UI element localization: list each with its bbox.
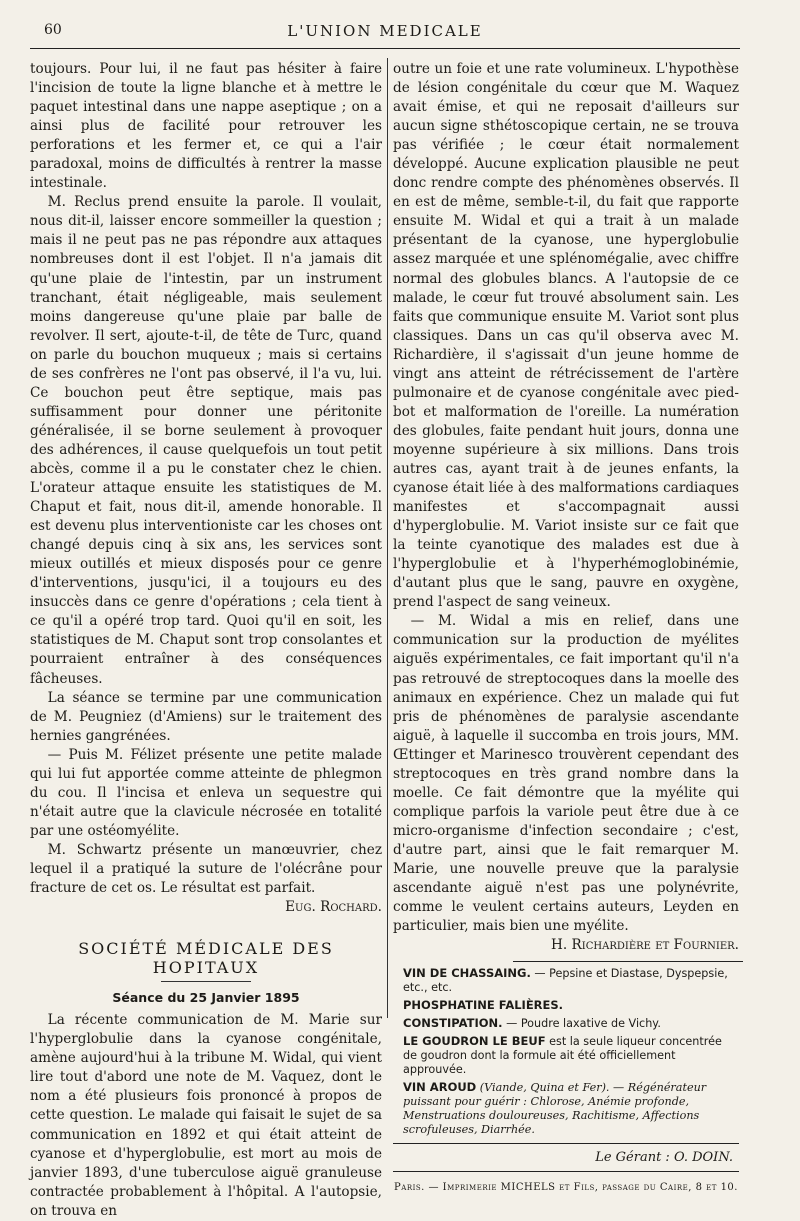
page-number: 60 bbox=[44, 22, 62, 38]
left-paragraph-4: — Puis M. Félizet présente une petite malade qui lui fut apportée comme atteinte de phlegmon du cou. Il l'incisa et enleva un sequestre qui n'était autre que la clavicule nécrosée en totalité par une ostéomyélite. bbox=[30, 746, 382, 839]
ad-constipation: CONSTIPATION. — Poudre laxative de Vichy. bbox=[403, 1016, 661, 1031]
left-paragraph-5: M. Schwartz présente un manœuvrier, chez lequel il a pratiqué la suture de l'olécrâne pour fracture de cet os. Le résultat est parfait. bbox=[30, 841, 382, 897]
header-rule bbox=[30, 48, 740, 49]
left-paragraph-3: La séance se termine par une communication de M. Peugniez (d'Amiens) sur le traitement des hernies gangrénées. bbox=[30, 689, 382, 744]
ad-vin-chassaing: VIN DE CHASSAING. — Pepsine et Diastase, Dyspepsie, etc., etc. bbox=[403, 966, 728, 995]
footer-rule-2 bbox=[393, 1171, 739, 1172]
gerant-line: Le Gérant : O. DOIN. bbox=[595, 1150, 733, 1166]
author-signature-rochard: Eug. Rochard. bbox=[285, 899, 382, 916]
ad-goudron: LE GOUDRON LE BEUF est la seule liqueur concentrée de goudron dont la formule ait été officiellement approuvée. bbox=[403, 1034, 722, 1077]
printer-imprint: Paris. — Imprimerie MICHELS et Fils, passage du Caire, 8 et 10. bbox=[394, 1182, 738, 1194]
left-paragraph-2: M. Reclus prend ensuite la parole. Il voulait, nous dit-il, laisser encore sommeiller la question ; mais il ne peut pas ne pas répondre aux attaques nombreuses dont il est l'objet. Il n'a jamais dit qu'une plaie de l'intestin, par un instrument tranchant, était négligeable, mais seulement moins dangereuse qu'une plaie par balle de revolver. Il sert, ajoute-t-il, de tête de Turc, quand on parle du bouchon muqueux ; mais si certains de ses confrères ne l'ont pas observé, il l'a vu, lui. Ce bouchon peut être septique, mais pas suffisamment pour donner une péritonite généralisée, il se borne seulement à provoquer des adhérences, il cause quelquefois un tout petit abcès, comme il a pu le constater chez le chien. L'orateur attaque ensuite les statistiques de M. Chaput et fait, nous dit-il, amende honorable. Il est devenu plus interventioniste car les choses ont changé depuis cinq à six ans, les services sont mieux outillés et mieux disposés pour ce genre d'interventions, jusqu'ici, il a toujours eu des insuccès dans ce genre d'opérations ; cela tient à ce qu'il a opéré trop tard. Quoi qu'il en soit, les statistiques de M. Chaput sont trop consolantes et pourraient entraîner à des conséquences fâcheuses. bbox=[30, 194, 382, 687]
section-rule bbox=[161, 981, 251, 982]
column-divider bbox=[387, 58, 388, 1018]
right-paragraph-1: outre un foie et une rate volumineux. L'hypothèse de lésion congénitale du cœur que M. Waquez avait émise, et qui ne reposait d'ailleurs sur aucun signe sthétoscopique certain, ne se trouva pas vérifiée ; le cœur était normalement développé. Aucune explication plausible ne peut donc rendre compte des phénomènes observés. Il en est de même, semble-t-il, du fait que rapporte ensuite M. Widal et qui a trait à un malade présentant de la cyanose, une hyperglobulie assez marquée et une splénomégalie, avec chiffre normal des globules blancs. A l'autopsie de ce malade, le cœur fut trouvé absolument sain. Les faits que communique ensuite M. Variot sont plus classiques. Dans un cas qu'il observa avec M. Richardière, il s'agissait d'un jeune homme de vingt ans atteint de rétrécissement de l'artère pulmonaire et de cyanose congénitale avec pied-bot et malformation de l'oreille. La numération des globules, faite pendant huit jours, donna une moyenne supérieure à six millions. Dans trois autres cas, ayant trait à de jeunes enfants, la cyanose était liée à des malformations cardiaques manifestes et s'accompagnait aussi d'hyperglobulie. M. Variot insiste sur ce fait que la teinte cyanotique des malades est due à l'hyperglobulie et à l'hyperhémoglobinémie, d'autant plus que le sang, pauvre en oxygène, prend l'aspect de sang veineux. bbox=[393, 61, 739, 611]
footer-rule bbox=[393, 1143, 739, 1144]
left-column bbox=[30, 60, 382, 1221]
left-paragraph-1: toujours. Pour lui, il ne faut pas hésiter à faire l'incision de toute la ligne blanche et à mettre le paquet intestinal dans une nappe aseptique ; on a ainsi plus de facilité pour retrouver les perforations et les fermer et, ce qui a l'air paradoxal, moins de difficultés à rentrer la masse intestinale. bbox=[30, 61, 382, 192]
ad-vin-aroud: VIN AROUD (Viande, Quina et Fer). — Régénérateur puissant pour guérir : Chlorose, Anémie profonde, Menstruations douloureuses, Rachitisme, Affections scrofuleuses, Diarrhée. bbox=[403, 1080, 707, 1137]
journal-title: L'UNION MEDICALE bbox=[287, 22, 483, 40]
section-title: SOCIÉTÉ MÉDICALE DES HOPITAUX bbox=[78, 939, 334, 978]
page-header bbox=[30, 22, 740, 44]
session-date: Séance du 25 Janvier 1895 bbox=[112, 990, 300, 1006]
left-paragraph-6: La récente communication de M. Marie sur l'hyperglobulie dans la cyanose congénitale, amène aujourd'hui à la tribune M. Widal, qui vient lire tout d'abord une note de M. Vaquez, dont le nom a été plusieurs fois prononcé à propos de cette question. Le malade qui faisait le sujet de sa communication en 1892 et qui était atteint de cyanose et d'hyperglobulie, est mort au mois de janvier 1893, d'une tuberculose aiguë granuleuse contractée probablement à l'hôpital. A l'autopsie, on trouva en bbox=[30, 1012, 382, 1219]
ads-rule bbox=[513, 961, 743, 962]
ad-phosphatine: PHOSPHATINE FALIÈRES. bbox=[403, 998, 564, 1013]
right-paragraph-2: — M. Widal a mis en relief, dans une communication sur la production de myélites aiguës expérimentales, ce fait important qu'il n'a pas retrouvé de streptocoques dans la moelle des animaux en expérience. Chez un malade qui fut pris de phénomènes de paralysie ascendante aiguë, à laquelle il succomba en trois jours, MM. Œttinger et Marinesco trouvèrent cependant des streptocoques en très grand nombre dans la moelle. Ce fait démontre que la myélite qui complique parfois la variole peut être due à ce micro-organisme d'infection secondaire ; c'est, d'autre part, ainsi que le fait remarquer M. Marie, une nouvelle preuve que la paralysie ascendante aiguë n'est pas une polynévrite, comme le veulent certains auteurs, Leyden en particulier, mais bien une myélite. bbox=[393, 613, 739, 935]
right-column bbox=[393, 60, 739, 1197]
author-signature-richardiere: H. Richardière et Fournier. bbox=[551, 937, 739, 954]
